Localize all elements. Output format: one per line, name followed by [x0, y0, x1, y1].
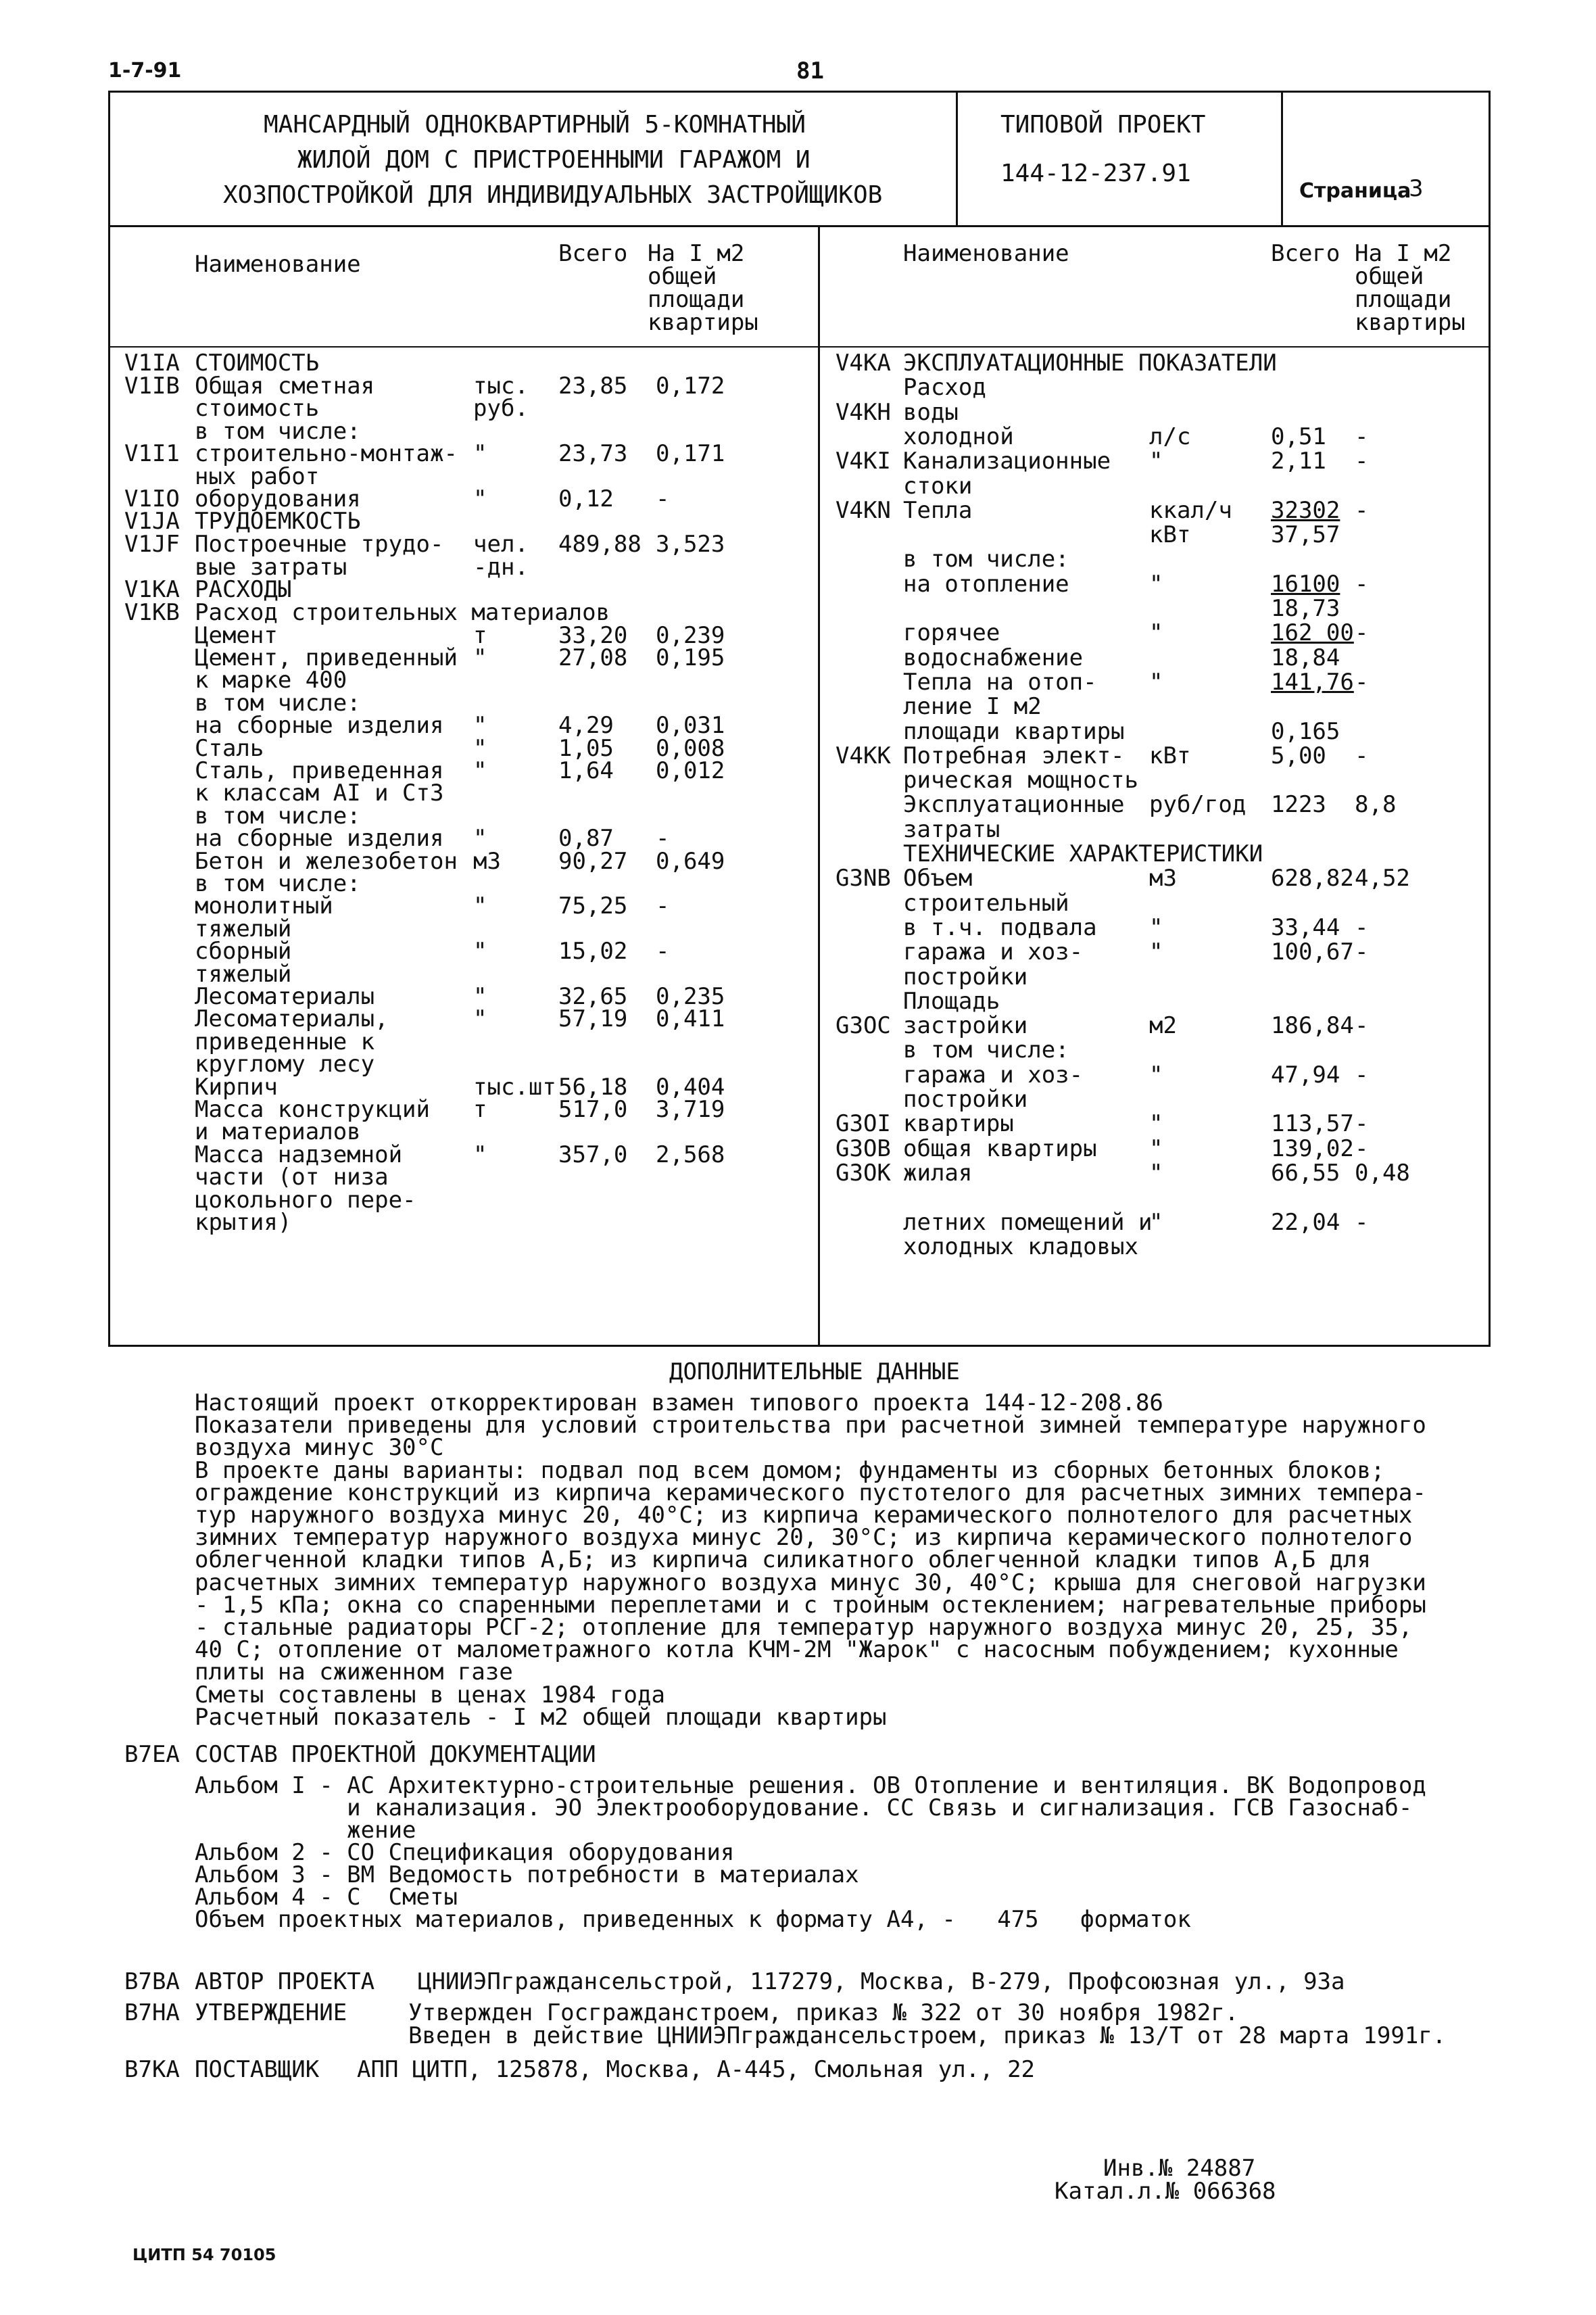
printer-mark: ЦИТП 54 70105	[132, 2245, 276, 2264]
left-row-unit: тыс.	[473, 373, 529, 400]
extra-line: зимних температур наружного воздуха минус 20, 30°С; из кирпича керамического полнотелого	[195, 1524, 1413, 1552]
right-header-per-4: квартиры	[1355, 309, 1466, 336]
catalog-number: Катал.л.№ 066368	[1055, 2178, 1276, 2205]
right-row-name: строительный	[903, 889, 1069, 917]
left-row-code: V1JA	[124, 508, 180, 535]
right-row-total: 139,02	[1271, 1135, 1354, 1162]
left-row-name: СТОИМОСТЬ	[195, 350, 320, 377]
right-row-unit: "	[1149, 668, 1163, 696]
right-row-per: -	[1355, 742, 1369, 769]
left-row-name: Лесоматериалы,	[195, 1005, 389, 1033]
inventory-number: Инв.№ 24887	[1103, 2155, 1256, 2182]
left-row-name: Цемент	[195, 621, 278, 649]
title-divider-2	[1281, 91, 1283, 227]
page-number: 81	[796, 57, 824, 85]
right-row-per: -	[1355, 1135, 1369, 1162]
right-row-total: 162 00	[1271, 619, 1354, 647]
right-row-name: Тепла	[903, 496, 973, 524]
docs-line: Объем проектных материалов, приведенных к формату А4, - 475 форматок	[195, 1906, 1191, 1933]
docs-line: Альбом 4 - С Сметы	[195, 1884, 458, 1911]
right-header-total: Всего	[1271, 240, 1340, 267]
title-line-1: МАНСАРДНЫЙ ОДНОКВАРТИРНЫЙ 5-КОМНАТНЫЙ	[264, 111, 806, 139]
right-row-name: затраты	[903, 815, 1000, 843]
page-label: Страница	[1299, 179, 1411, 203]
project-number: 144-12-237.91	[1000, 160, 1191, 187]
extra-line: ограждение конструкций из кирпича керамического пустотелого для расчетных зимних темпера-	[195, 1479, 1426, 1506]
right-row-unit: м3	[1149, 865, 1177, 892]
right-row-total: 37,57	[1271, 521, 1340, 549]
left-row-code: V1I1	[124, 440, 180, 468]
right-row-per: -	[1355, 1110, 1369, 1138]
left-row-name: к классам AI и Ст3	[195, 780, 444, 807]
left-row-unit: -дн.	[473, 553, 529, 581]
right-row-unit: "	[1149, 1208, 1163, 1236]
left-row-per: 0,235	[656, 983, 725, 1010]
left-row-total: 23,73	[558, 440, 628, 468]
right-row-unit: "	[1149, 1159, 1163, 1187]
right-row-name: гаража и хоз-	[903, 1061, 1084, 1089]
left-row-name: Общая сметная	[195, 373, 375, 400]
left-row-unit: т	[473, 621, 487, 649]
docs-line: жение	[195, 1817, 416, 1844]
left-row-name: части (от низа	[195, 1164, 389, 1191]
supplier-label: ПОСТАВЩИК	[195, 2056, 320, 2083]
left-row-name: ных работ	[195, 462, 320, 490]
left-row-total: 489,88	[558, 531, 642, 558]
left-row-total: 27,08	[558, 644, 628, 671]
left-row-name: Масса надземной	[195, 1141, 403, 1168]
table-center-divider	[818, 227, 820, 1347]
right-row-name: в том числе:	[903, 1036, 1069, 1064]
left-row-per: 0,239	[656, 621, 725, 649]
left-row-name: Цемент, приведенный	[195, 644, 458, 671]
left-header-per-3: площади	[648, 286, 745, 313]
left-row-per: 0,031	[656, 712, 725, 740]
left-row-name: ТРУДОЕМКОСТЬ	[195, 508, 361, 535]
docs-code: B7EA	[124, 1741, 180, 1768]
right-row-unit: "	[1149, 1135, 1163, 1162]
extra-line: облегченной кладки типов А,Б; из кирпича силикатного облегченной кладки типов А,Б для	[195, 1546, 1371, 1574]
right-row-total: 16100	[1271, 570, 1340, 598]
right-row-total: 113,57	[1271, 1110, 1354, 1138]
sheet-code: 1-7-91	[108, 59, 182, 82]
left-row-code: V1IB	[124, 373, 180, 400]
left-row-name: цокольного пере-	[195, 1186, 416, 1214]
left-row-name: сборный	[195, 938, 292, 965]
right-row-name: ление I м2	[903, 693, 1042, 721]
extra-line: Настоящий проект откорректирован взамен типового проекта 144-12-208.86	[195, 1389, 1163, 1416]
right-row-unit: "	[1149, 913, 1163, 941]
left-row-total: 33,20	[558, 621, 628, 649]
left-row-name: в том числе:	[195, 802, 361, 830]
left-row-total: 23,85	[558, 373, 628, 400]
left-row-name: Масса конструкций	[195, 1096, 430, 1123]
right-row-total: 32302	[1271, 496, 1340, 524]
left-row-per: 0,012	[656, 757, 725, 784]
right-row-name: ТЕХНИЧЕСКИЕ ХАРАКТЕРИСТИКИ	[903, 840, 1263, 867]
right-row-name: гаража и хоз-	[903, 938, 1084, 966]
left-row-name: в том числе:	[195, 689, 361, 717]
right-row-per: -	[1355, 619, 1369, 647]
right-header-per-2: общей	[1355, 263, 1424, 290]
approval-line-1: Утвержден Госгражданстроем, приказ № 322 от 30 ноября 1982г.	[408, 1999, 1239, 2026]
left-row-unit: руб.	[473, 395, 529, 423]
left-row-total: 1,05	[558, 734, 614, 762]
left-row-code: V1IA	[124, 350, 180, 377]
right-row-unit: м2	[1149, 1012, 1177, 1040]
right-row-unit: "	[1149, 448, 1163, 475]
left-row-per: 0,649	[656, 847, 725, 875]
extra-line: воздуха минус 30°С	[195, 1434, 444, 1462]
left-row-unit: чел.	[473, 531, 529, 558]
left-row-name: Лесоматериалы	[195, 983, 375, 1010]
right-row-name: Эксплуатационные	[903, 791, 1125, 819]
right-row-unit: руб/год	[1149, 791, 1247, 819]
left-row-name: Кирпич	[195, 1073, 278, 1101]
right-row-name: Потребная элект-	[903, 742, 1125, 769]
right-row-unit: "	[1149, 938, 1163, 966]
author-label: АВТОР ПРОЕКТА	[195, 1968, 375, 1995]
right-row-code: V4KN	[836, 496, 891, 524]
right-row-code: V4KK	[836, 742, 891, 769]
left-row-total: 0,12	[558, 485, 614, 512]
right-row-unit: ккал/ч	[1149, 496, 1232, 524]
right-row-name: горячее	[903, 619, 1000, 647]
right-row-code: G3OC	[836, 1012, 891, 1040]
right-row-name: ЭКСПЛУАТАЦИОННЫЕ ПОКАЗАТЕЛИ	[903, 350, 1277, 377]
left-header-total: Всего	[558, 240, 628, 267]
left-row-total: 90,27	[558, 847, 628, 875]
right-row-name: Канализационные	[903, 448, 1111, 475]
left-row-per: 0,172	[656, 373, 725, 400]
right-row-total: 22,04	[1271, 1208, 1340, 1236]
left-row-name: в том числе:	[195, 417, 361, 445]
left-row-name: в том числе:	[195, 870, 361, 897]
right-row-name: постройки	[903, 963, 1028, 991]
right-row-code: V4KA	[836, 350, 891, 377]
docs-heading: СОСТАВ ПРОЕКТНОЙ ДОКУМЕНТАЦИИ	[195, 1741, 596, 1768]
extra-line: тур наружного воздуха минус 20, 40°С; из кирпича керамического полнотелого для расчетных	[195, 1502, 1413, 1529]
right-row-unit: "	[1149, 570, 1163, 598]
extra-line: Расчетный показатель - I м2 общей площади квартиры	[195, 1703, 887, 1731]
right-row-unit: "	[1149, 1061, 1163, 1089]
approval-code: B7HA	[124, 1999, 180, 2026]
page-value: 3	[1409, 175, 1424, 202]
author-text: ЦНИИЭПграждансельстрой, 117279, Москва, В-279, Профсоюзная ул., 93а	[418, 1968, 1345, 1995]
right-row-name: Площадь	[903, 987, 1000, 1015]
right-header-name: Наименование	[903, 240, 1069, 267]
docs-line: Альбом 2 - СО Спецификация оборудования	[195, 1839, 735, 1866]
right-row-name: водоснабжение	[903, 644, 1084, 671]
left-row-total: 57,19	[558, 1005, 628, 1033]
approval-line-2: Введен в действие ЦНИИЭПграждансельстроем, приказ № 13/Т от 28 марта 1991г.	[408, 2022, 1447, 2049]
right-row-code: G3OK	[836, 1159, 891, 1187]
right-row-code: V4KH	[836, 398, 891, 426]
title-line-2: ЖИЛОЙ ДОМ С ПРИСТРОЕННЫМИ ГАРАЖОМ И	[297, 146, 811, 174]
left-row-unit: т	[473, 1096, 487, 1123]
left-row-total: 1,64	[558, 757, 614, 784]
right-row-total: 66,55	[1271, 1159, 1340, 1187]
left-row-name: РАСХОДЫ	[195, 576, 292, 604]
extra-line: Сметы составлены в ценах 1984 года	[195, 1681, 665, 1709]
approval-label: УТВЕРЖДЕНИЕ	[195, 1999, 347, 2026]
left-row-per: -	[656, 825, 670, 853]
left-row-unit: "	[473, 892, 487, 920]
right-row-name: в том числе:	[903, 546, 1069, 573]
left-row-total: 4,29	[558, 712, 614, 740]
left-row-unit: "	[473, 485, 487, 512]
project-label: ТИПОВОЙ ПРОЕКТ	[1000, 111, 1206, 139]
right-row-per: -	[1355, 1061, 1369, 1089]
left-row-unit: "	[473, 757, 487, 784]
left-row-code: V1JF	[124, 531, 180, 558]
right-row-name: холодных кладовых	[903, 1233, 1138, 1260]
right-row-unit: "	[1149, 619, 1163, 647]
left-row-unit: "	[473, 825, 487, 853]
left-row-name: приведенные к	[195, 1028, 375, 1055]
left-row-total: 357,0	[558, 1141, 628, 1168]
left-row-name: стоимость	[195, 395, 320, 423]
left-row-name: и материалов	[195, 1118, 361, 1146]
right-row-total: 18,84	[1271, 644, 1340, 671]
left-row-name: Сталь, приведенная	[195, 757, 444, 784]
left-row-unit: "	[473, 440, 487, 468]
right-row-per: -	[1355, 913, 1369, 941]
right-row-total: 141,76	[1271, 668, 1354, 696]
extra-line: Показатели приведены для условий строительства при расчетной зимней температуре наружного	[195, 1412, 1426, 1439]
extra-line: - стальные радиаторы РСГ-2; отопление для температур наружного воздуха минус 20, 25, 35,	[195, 1614, 1413, 1641]
right-row-name: площади квартиры	[903, 717, 1125, 745]
left-row-per: 0,411	[656, 1005, 725, 1033]
left-row-total: 32,65	[558, 983, 628, 1010]
left-header-per-2: общей	[648, 263, 717, 290]
left-row-name: монолитный	[195, 892, 333, 920]
left-row-per: 3,523	[656, 531, 725, 558]
right-row-total: 47,94	[1271, 1061, 1340, 1089]
left-row-per: -	[656, 892, 670, 920]
right-row-per: -	[1355, 1208, 1369, 1236]
right-row-per: -	[1355, 570, 1369, 598]
title-line-3: ХОЗПОСТРОЙКОЙ ДЛЯ ИНДИВИДУАЛЬНЫХ ЗАСТРОЙЩИКОВ	[223, 181, 883, 209]
left-row-name: вые затраты	[195, 553, 347, 581]
left-row-code: V1IO	[124, 485, 180, 512]
right-row-total: 186,84	[1271, 1012, 1354, 1040]
left-row-name: Сталь	[195, 734, 264, 762]
supplier-code: B7KA	[124, 2056, 180, 2083]
left-row-unit: "	[473, 1141, 487, 1168]
left-header-per-4: квартиры	[648, 309, 758, 336]
left-row-name: Расход строительных материалов	[195, 599, 610, 627]
left-row-name: крытия)	[195, 1209, 292, 1236]
right-row-total: 5,00	[1271, 742, 1326, 769]
left-row-name: строительно-монтаж-	[195, 440, 458, 468]
left-row-name: Построечные трудо-	[195, 531, 444, 558]
left-row-total: 517,0	[558, 1096, 628, 1123]
left-row-total: 15,02	[558, 938, 628, 965]
left-row-unit: "	[473, 938, 487, 965]
right-row-total: 1223	[1271, 791, 1326, 819]
left-row-per: -	[656, 485, 670, 512]
right-row-name: стоки	[903, 472, 973, 500]
right-row-unit: кВт	[1149, 742, 1191, 769]
right-row-name: холодной	[903, 423, 1014, 450]
left-row-per: 2,568	[656, 1141, 725, 1168]
right-row-code: G3NB	[836, 865, 891, 892]
extra-line: расчетных зимних температур наружного воздуха минус 30, 40°С; крыша для снеговой нагрузки	[195, 1569, 1426, 1596]
right-row-per: -	[1355, 423, 1369, 450]
extra-line: В проекте даны варианты: подвал под всем домом; фундаменты из сборных бетонных блоков;	[195, 1456, 1385, 1484]
right-row-name: летних помещений и	[903, 1208, 1153, 1236]
right-row-total: 0,51	[1271, 423, 1326, 450]
title-divider-1	[956, 91, 958, 227]
right-row-name: жилая	[903, 1159, 973, 1187]
right-row-name: квартиры	[903, 1110, 1014, 1138]
right-row-name: Объем	[903, 865, 973, 892]
left-row-unit: "	[473, 712, 487, 740]
right-row-name: застройки	[903, 1012, 1028, 1040]
right-row-per: 8,8	[1355, 791, 1397, 819]
left-row-name: круглому лесу	[195, 1051, 375, 1078]
left-row-unit: тыс.шт	[473, 1073, 556, 1101]
docs-line: и канализация. ЭО Электрооборудование. СС Связь и сигнализация. ГСВ Газоснаб-	[195, 1794, 1413, 1821]
right-row-name: на отопление	[903, 570, 1069, 598]
left-row-per: 0,171	[656, 440, 725, 468]
left-row-unit: "	[473, 983, 487, 1010]
right-row-name: воды	[903, 398, 959, 426]
right-row-unit: "	[1149, 1110, 1163, 1138]
left-row-name: оборудования	[195, 485, 361, 512]
right-row-per: 4,52	[1355, 865, 1410, 892]
right-row-code: G3OI	[836, 1110, 891, 1138]
docs-line: Альбом I - АС Архитектурно-строительные решения. ОВ Отопление и вентиляция. ВК Водопровод	[195, 1772, 1426, 1799]
right-row-per: -	[1355, 668, 1369, 696]
right-row-unit: л/с	[1149, 423, 1191, 450]
right-row-total: 33,44	[1271, 913, 1340, 941]
extra-heading: ДОПОЛНИТЕЛЬНЫЕ ДАННЫЕ	[669, 1358, 960, 1385]
extra-line: 40 С; отопление от малометражного котла КЧМ-2М "Жарок" с насосным побуждением; кухонные	[195, 1636, 1399, 1664]
right-row-name: в т.ч. подвала	[903, 913, 1097, 941]
left-row-per: 0,195	[656, 644, 725, 671]
left-row-unit: "	[473, 644, 487, 671]
left-row-total: 0,87	[558, 825, 614, 853]
right-row-total: 2,11	[1271, 448, 1326, 475]
right-row-per: -	[1355, 496, 1369, 524]
left-header-per-1: На I м2	[648, 240, 745, 267]
left-header-name: Наименование	[195, 251, 361, 278]
right-row-total: 0,165	[1271, 717, 1340, 745]
left-row-name: на сборные изделия	[195, 825, 444, 853]
left-row-code: V1KB	[124, 599, 180, 627]
right-row-code: G3OB	[836, 1135, 891, 1162]
right-row-per: 0,48	[1355, 1159, 1410, 1187]
right-row-per: -	[1355, 448, 1369, 475]
left-row-name: тяжелый	[195, 915, 292, 942]
left-row-unit: "	[473, 1005, 487, 1033]
left-row-code: V1KA	[124, 576, 180, 604]
right-row-name: Расход	[903, 374, 986, 402]
author-code: B7BA	[124, 1968, 180, 1995]
right-row-unit: кВт	[1149, 521, 1191, 549]
left-row-name: тяжелый	[195, 960, 292, 988]
right-row-per: -	[1355, 1012, 1369, 1040]
right-row-per: -	[1355, 938, 1369, 966]
left-row-per: -	[656, 938, 670, 965]
right-row-code: V4KI	[836, 448, 891, 475]
right-header-per-3: площади	[1355, 286, 1452, 313]
left-row-per: 0,008	[656, 734, 725, 762]
docs-line: Альбом 3 - ВМ Ведомость потребности в материалах	[195, 1861, 859, 1888]
left-row-per: 0,404	[656, 1073, 725, 1101]
right-row-name: общая квартиры	[903, 1135, 1097, 1162]
left-row-unit: м3	[473, 847, 501, 875]
right-row-name: постройки	[903, 1086, 1028, 1113]
left-row-total: 75,25	[558, 892, 628, 920]
extra-line: - 1,5 кПа; окна со спаренными переплетами и с тройным остеклением; нагревательные приборы	[195, 1591, 1426, 1619]
right-row-name: рическая мощность	[903, 767, 1138, 794]
table-header-rule	[108, 346, 1491, 348]
right-row-total: 628,82	[1271, 865, 1354, 892]
right-row-name: Тепла на отоп-	[903, 668, 1097, 696]
left-row-per: 3,719	[656, 1096, 725, 1123]
left-row-total: 56,18	[558, 1073, 628, 1101]
right-row-total: 18,73	[1271, 595, 1340, 622]
left-row-name: к марке 400	[195, 667, 347, 694]
supplier-text: АПП ЦИТП, 125878, Москва, А-445, Смольная ул., 22	[357, 2056, 1036, 2083]
left-row-unit: "	[473, 734, 487, 762]
left-row-name: на сборные изделия	[195, 712, 444, 740]
extra-line: плиты на сжиженном газе	[195, 1658, 513, 1686]
left-row-name: Бетон и железобетон	[195, 847, 458, 875]
right-header-per-1: На I м2	[1355, 240, 1452, 267]
right-row-total: 100,67	[1271, 938, 1354, 966]
